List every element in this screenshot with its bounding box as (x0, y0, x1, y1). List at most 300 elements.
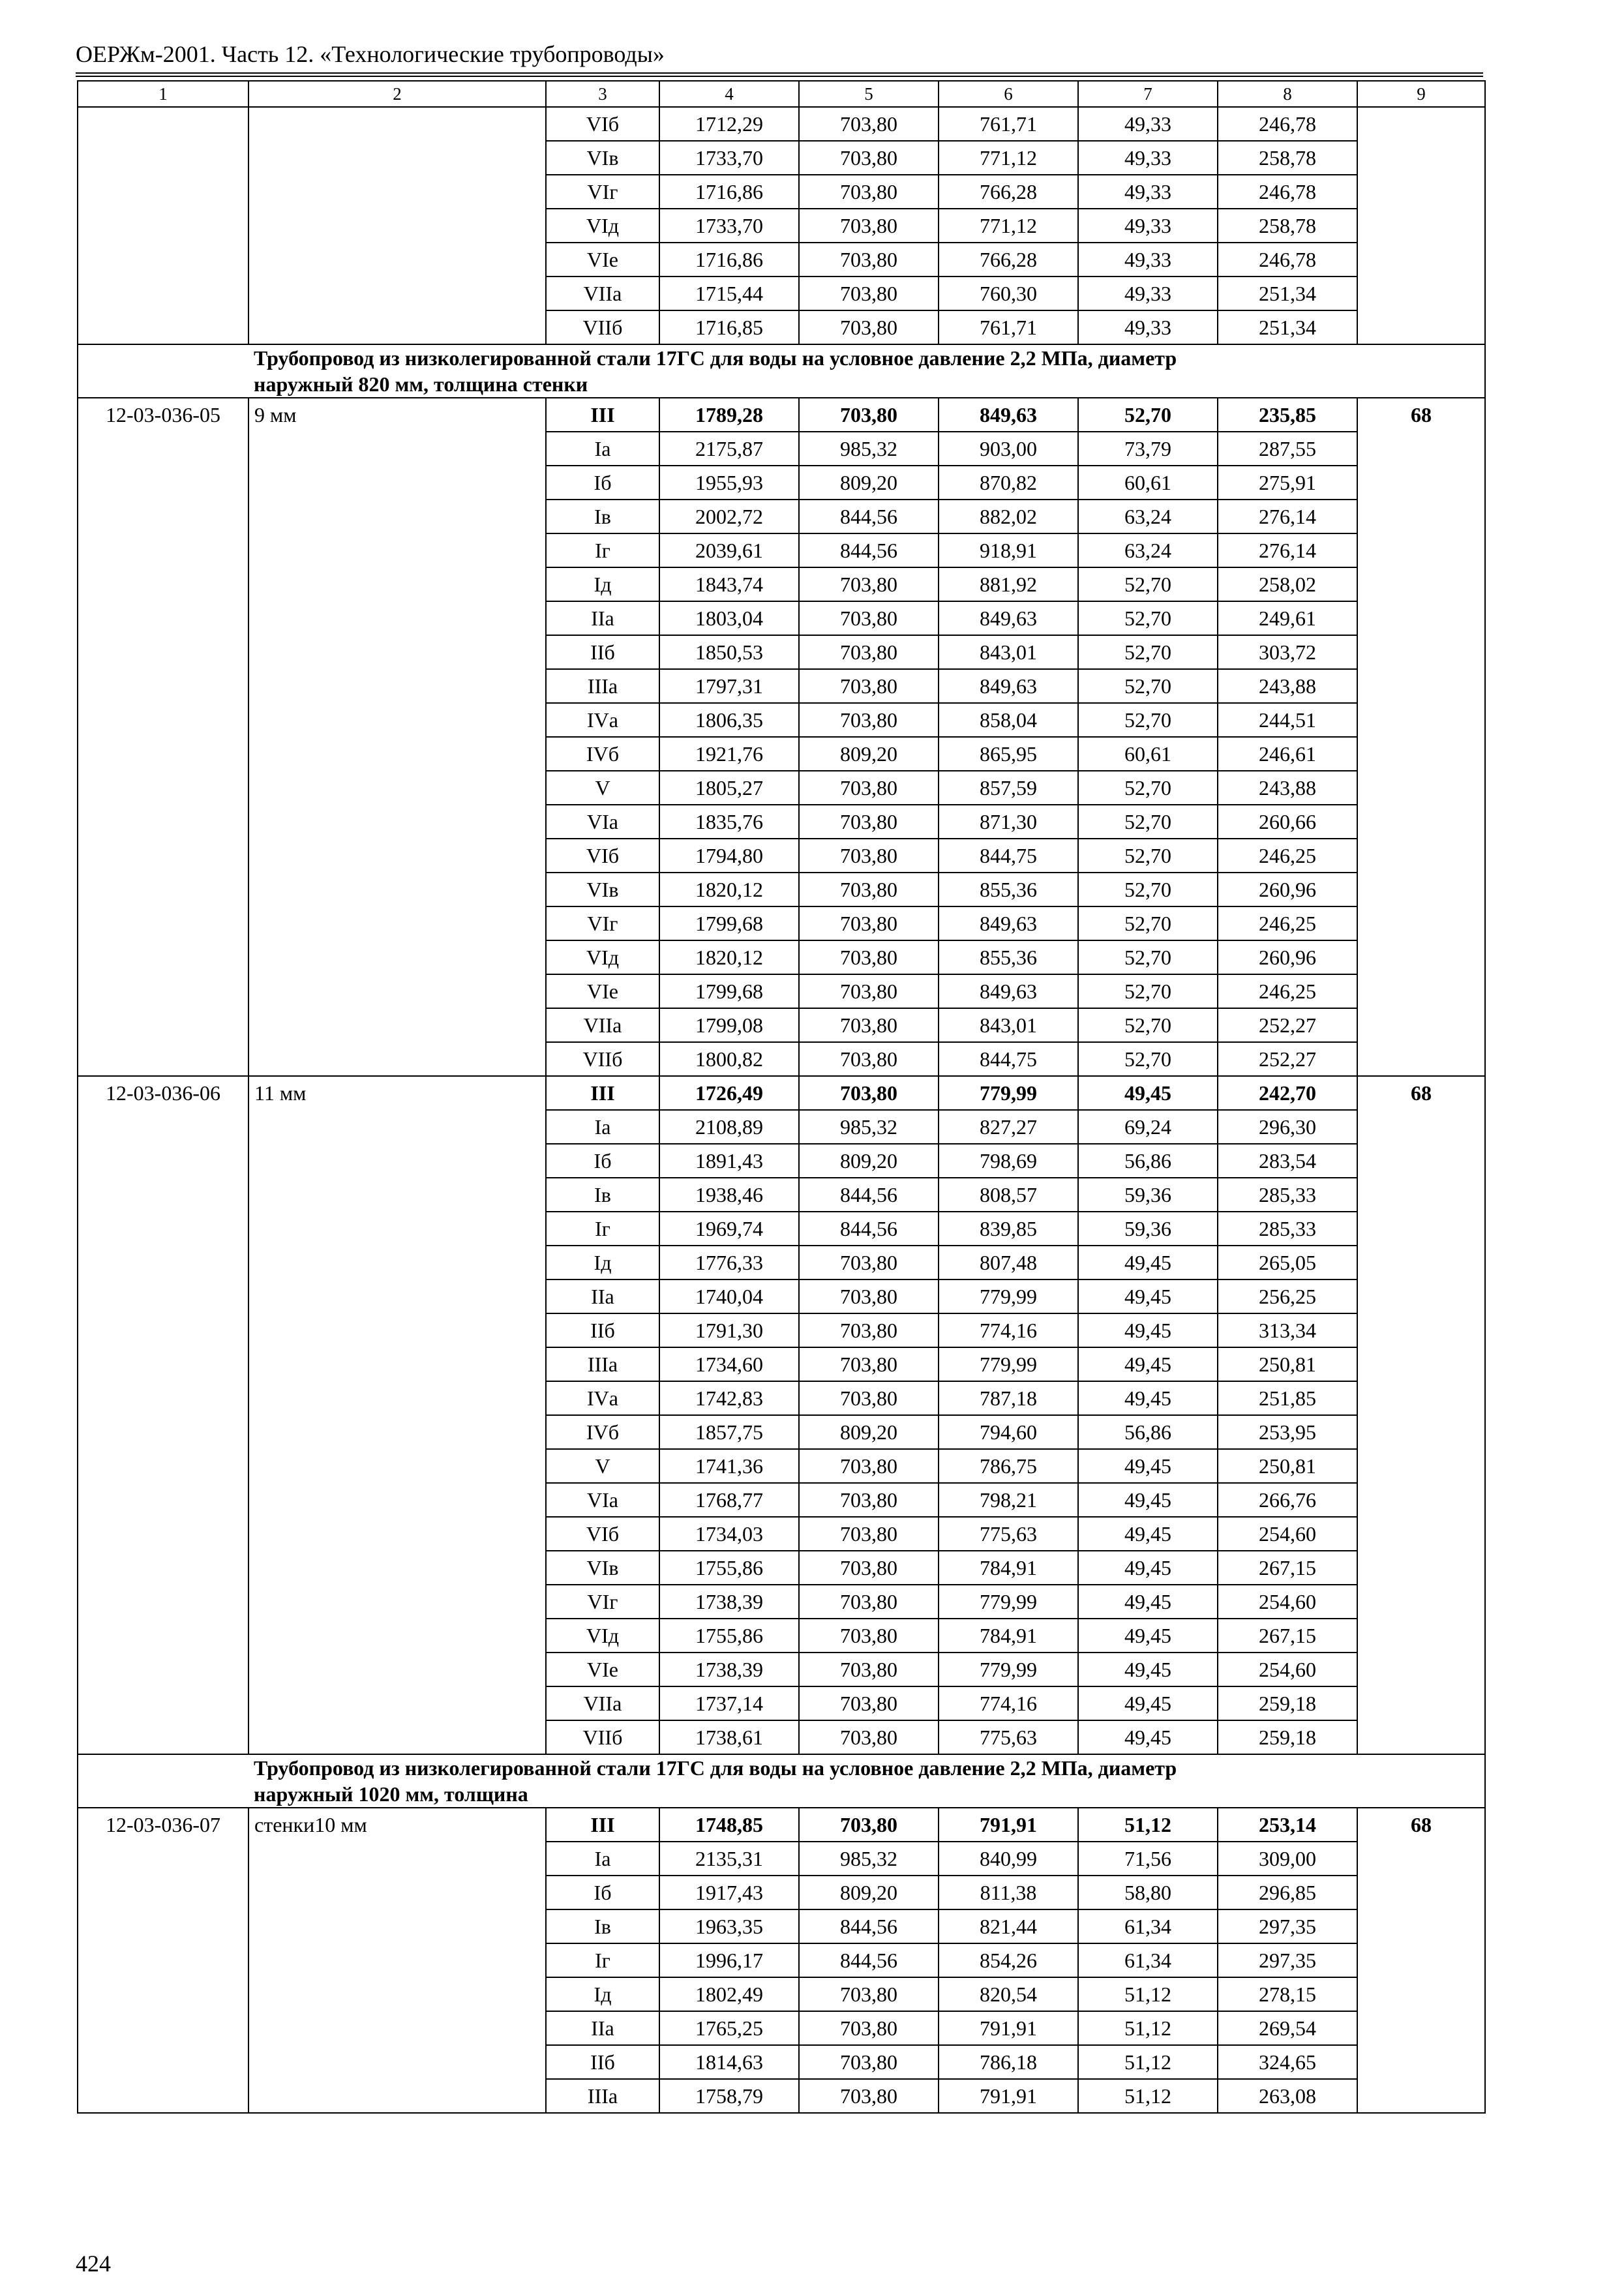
value-cell: 49,45 (1078, 1720, 1218, 1754)
value-cell: 844,56 (799, 1212, 939, 1246)
value-cell: 49,45 (1078, 1279, 1218, 1313)
value-cell: 265,05 (1218, 1246, 1357, 1279)
zone-cell: VIд (546, 940, 659, 974)
value-cell: 303,72 (1218, 635, 1357, 669)
value-cell: 49,33 (1078, 141, 1218, 175)
value-cell: 243,88 (1218, 771, 1357, 805)
value-cell: 242,70 (1218, 1076, 1357, 1110)
value-cell: 703,80 (799, 1246, 939, 1279)
zone-cell: Iб (546, 1876, 659, 1909)
page-number: 424 (76, 2251, 111, 2277)
value-cell: 285,33 (1218, 1178, 1357, 1212)
value-cell: 1765,25 (659, 2011, 799, 2045)
value-cell: 855,36 (939, 873, 1078, 906)
table-body (78, 81, 1485, 2113)
value-cell: 1938,46 (659, 1178, 799, 1212)
value-cell: 256,25 (1218, 1279, 1357, 1313)
value-cell: 254,60 (1218, 1517, 1357, 1551)
value-cell: 296,85 (1218, 1876, 1357, 1909)
value-cell: 258,78 (1218, 141, 1357, 175)
value-cell: 1742,83 (659, 1381, 799, 1415)
zone-cell: VIг (546, 175, 659, 209)
value-cell: 52,70 (1078, 601, 1218, 635)
value-cell: 809,20 (799, 1144, 939, 1178)
value-cell: 49,45 (1078, 1347, 1218, 1381)
value-cell: 849,63 (939, 906, 1078, 940)
value-cell: 985,32 (799, 1110, 939, 1144)
value-cell: 703,80 (799, 839, 939, 873)
value-cell: 703,80 (799, 974, 939, 1008)
zone-cell: VIв (546, 1551, 659, 1585)
zone-cell: IIб (546, 635, 659, 669)
value-cell: 786,18 (939, 2045, 1078, 2079)
value-cell: 250,81 (1218, 1347, 1357, 1381)
value-cell: 2135,31 (659, 1842, 799, 1876)
value-cell: 809,20 (799, 466, 939, 500)
value-cell: 761,71 (939, 107, 1078, 141)
zone-cell: VIг (546, 906, 659, 940)
value-cell: 703,80 (799, 141, 939, 175)
value-cell: 766,28 (939, 175, 1078, 209)
value-cell: 1716,86 (659, 243, 799, 277)
column-number-1: 1 (78, 81, 248, 107)
zone-cell: VIIб (546, 1720, 659, 1754)
value-cell: 844,56 (799, 500, 939, 533)
value-cell: 779,99 (939, 1347, 1078, 1381)
section-heading-row (78, 344, 1485, 398)
description-cell: 11 мм (248, 1076, 546, 1754)
value-cell: 760,30 (939, 277, 1078, 310)
value-cell: 855,36 (939, 940, 1078, 974)
value-cell: 821,44 (939, 1909, 1078, 1943)
value-cell: 49,33 (1078, 209, 1218, 243)
value-cell: 276,14 (1218, 500, 1357, 533)
running-header: ОЕРЖм-2001. Часть 12. «Технологические трубопроводы» (76, 41, 665, 67)
zone-cell: Iг (546, 1943, 659, 1977)
value-cell: 1755,86 (659, 1551, 799, 1585)
zone-cell: VIе (546, 243, 659, 277)
section-heading-line: наружный 1020 мм, толщина (254, 1782, 528, 1806)
value-cell: 287,55 (1218, 432, 1357, 466)
value-cell: 260,96 (1218, 940, 1357, 974)
zone-cell: VIIа (546, 1008, 659, 1042)
value-cell: 1737,14 (659, 1686, 799, 1720)
value-cell: 779,99 (939, 1653, 1078, 1686)
value-cell: 297,35 (1218, 1943, 1357, 1977)
column-number-4: 4 (659, 81, 799, 107)
value-cell: 703,80 (799, 669, 939, 703)
value-cell: 52,70 (1078, 771, 1218, 805)
value-cell: 703,80 (799, 1008, 939, 1042)
value-cell: 254,60 (1218, 1653, 1357, 1686)
value-cell: 1734,60 (659, 1347, 799, 1381)
zone-cell: Iа (546, 1842, 659, 1876)
value-cell: 260,66 (1218, 805, 1357, 839)
value-cell: 52,70 (1078, 1008, 1218, 1042)
value-cell: 1789,28 (659, 398, 799, 432)
value-cell: 1917,43 (659, 1876, 799, 1909)
value-cell: 59,36 (1078, 1212, 1218, 1246)
value-cell: 840,99 (939, 1842, 1078, 1876)
value-cell: 1799,68 (659, 974, 799, 1008)
value-cell: 1802,49 (659, 1977, 799, 2011)
value-cell: 1820,12 (659, 940, 799, 974)
zone-cell: VIд (546, 209, 659, 243)
value-cell: 61,34 (1078, 1943, 1218, 1977)
value-cell: 849,63 (939, 601, 1078, 635)
value-cell: 313,34 (1218, 1313, 1357, 1347)
zone-cell: Iа (546, 432, 659, 466)
header-rule-bottom (76, 76, 1483, 77)
value-cell: 1716,85 (659, 310, 799, 344)
column-number-8: 8 (1218, 81, 1357, 107)
value-cell: 1857,75 (659, 1415, 799, 1449)
value-cell: 1805,27 (659, 771, 799, 805)
value-cell: 1820,12 (659, 873, 799, 906)
value-cell: 784,91 (939, 1619, 1078, 1653)
value-cell: 766,28 (939, 243, 1078, 277)
value-cell: 73,79 (1078, 432, 1218, 466)
value-cell: 703,80 (799, 277, 939, 310)
value-cell: 52,70 (1078, 873, 1218, 906)
column-number-6: 6 (939, 81, 1078, 107)
zone-cell: VIв (546, 873, 659, 906)
zone-cell: Iб (546, 466, 659, 500)
value-cell: 809,20 (799, 1876, 939, 1909)
zone-cell: VIд (546, 1619, 659, 1653)
value-cell: 843,01 (939, 635, 1078, 669)
value-cell: 703,80 (799, 567, 939, 601)
value-cell: 49,45 (1078, 1313, 1218, 1347)
value-cell: 779,99 (939, 1279, 1078, 1313)
value-cell: 1755,86 (659, 1619, 799, 1653)
value-cell: 49,33 (1078, 277, 1218, 310)
value-cell: 844,75 (939, 1042, 1078, 1076)
value-cell: 775,63 (939, 1517, 1078, 1551)
value-cell: 1738,61 (659, 1720, 799, 1754)
reference-cell (1357, 107, 1485, 344)
value-cell: 1794,80 (659, 839, 799, 873)
column-number-3: 3 (546, 81, 659, 107)
reference-cell: 68 (1357, 1808, 1485, 2113)
zone-cell: IVб (546, 1415, 659, 1449)
value-cell: 58,80 (1078, 1876, 1218, 1909)
value-cell: 703,80 (799, 2079, 939, 2113)
zone-cell: IIIа (546, 669, 659, 703)
zone-cell: Iб (546, 1144, 659, 1178)
value-cell: 703,80 (799, 906, 939, 940)
value-cell: 849,63 (939, 974, 1078, 1008)
value-cell: 791,91 (939, 1808, 1078, 1842)
zone-cell: IIа (546, 601, 659, 635)
value-cell: 52,70 (1078, 635, 1218, 669)
column-number-9: 9 (1357, 81, 1485, 107)
value-cell: 52,70 (1078, 398, 1218, 432)
zone-cell: Iд (546, 1246, 659, 1279)
value-cell: 1803,04 (659, 601, 799, 635)
value-cell: 703,80 (799, 940, 939, 974)
value-cell: 703,80 (799, 1042, 939, 1076)
value-cell: 703,80 (799, 873, 939, 906)
value-cell: 787,18 (939, 1381, 1078, 1415)
value-cell: 1748,85 (659, 1808, 799, 1842)
value-cell: 858,04 (939, 703, 1078, 737)
value-cell: 246,25 (1218, 906, 1357, 940)
section-heading-row (78, 1754, 1485, 1808)
section-heading-line: наружный 820 мм, толщина стенки (254, 372, 588, 396)
value-cell: 703,80 (799, 2011, 939, 2045)
value-cell: 51,12 (1078, 2079, 1218, 2113)
rate-code-cell: 12-03-036-05 (78, 398, 248, 1076)
section-heading (248, 1754, 1485, 1808)
value-cell: 703,80 (799, 310, 939, 344)
value-cell: 1799,08 (659, 1008, 799, 1042)
value-cell: 791,91 (939, 2079, 1078, 2113)
value-cell: 275,91 (1218, 466, 1357, 500)
value-cell: 827,27 (939, 1110, 1078, 1144)
value-cell: 881,92 (939, 567, 1078, 601)
zone-cell: IVа (546, 703, 659, 737)
value-cell: 285,33 (1218, 1212, 1357, 1246)
value-cell: 779,99 (939, 1585, 1078, 1619)
value-cell: 1814,63 (659, 2045, 799, 2079)
value-cell: 703,80 (799, 1653, 939, 1686)
zone-cell: IIа (546, 2011, 659, 2045)
value-cell: 1921,76 (659, 737, 799, 771)
section-spacer (78, 344, 248, 398)
value-cell: 49,45 (1078, 1246, 1218, 1279)
value-cell: 1835,76 (659, 805, 799, 839)
value-cell: 703,80 (799, 1279, 939, 1313)
value-cell: 246,25 (1218, 839, 1357, 873)
value-cell: 774,16 (939, 1313, 1078, 1347)
value-cell: 52,70 (1078, 703, 1218, 737)
zone-cell: V (546, 771, 659, 805)
table-row (78, 398, 1485, 432)
value-cell: 49,45 (1078, 1551, 1218, 1585)
zone-cell: IIIа (546, 1347, 659, 1381)
zone-cell: VIа (546, 1483, 659, 1517)
value-cell: 49,33 (1078, 310, 1218, 344)
value-cell: 703,80 (799, 805, 939, 839)
value-cell: 252,27 (1218, 1008, 1357, 1042)
value-cell: 244,51 (1218, 703, 1357, 737)
value-cell: 774,16 (939, 1686, 1078, 1720)
value-cell: 1800,82 (659, 1042, 799, 1076)
value-cell: 263,08 (1218, 2079, 1357, 2113)
value-cell: 260,96 (1218, 873, 1357, 906)
value-cell: 1738,39 (659, 1653, 799, 1686)
value-cell: 63,24 (1078, 533, 1218, 567)
zone-cell: III (546, 1808, 659, 1842)
description-cell: 9 мм (248, 398, 546, 1076)
value-cell: 254,60 (1218, 1585, 1357, 1619)
value-cell: 844,75 (939, 839, 1078, 873)
zone-cell: VIIа (546, 277, 659, 310)
value-cell: 1712,29 (659, 107, 799, 141)
value-cell: 61,34 (1078, 1909, 1218, 1943)
value-cell: 703,80 (799, 1381, 939, 1415)
value-cell: 703,80 (799, 1585, 939, 1619)
value-cell: 2108,89 (659, 1110, 799, 1144)
value-cell: 771,12 (939, 209, 1078, 243)
value-cell: 703,80 (799, 601, 939, 635)
value-cell: 1797,31 (659, 669, 799, 703)
value-cell: 258,02 (1218, 567, 1357, 601)
value-cell: 2175,87 (659, 432, 799, 466)
table-row (78, 1076, 1485, 1110)
zone-cell: IIIа (546, 2079, 659, 2113)
zone-cell: VIг (546, 1585, 659, 1619)
value-cell: 60,61 (1078, 737, 1218, 771)
reference-cell: 68 (1357, 1076, 1485, 1754)
value-cell: 52,70 (1078, 805, 1218, 839)
value-cell: 865,95 (939, 737, 1078, 771)
value-cell: 703,80 (799, 1720, 939, 1754)
value-cell: 297,35 (1218, 1909, 1357, 1943)
zone-cell: VIIа (546, 1686, 659, 1720)
value-cell: 51,12 (1078, 2011, 1218, 2045)
value-cell: 844,56 (799, 1178, 939, 1212)
description-cell (248, 107, 546, 344)
value-cell: 1791,30 (659, 1313, 799, 1347)
zone-cell: VIIб (546, 310, 659, 344)
value-cell: 276,14 (1218, 533, 1357, 567)
value-cell: 903,00 (939, 432, 1078, 466)
rates-table (77, 80, 1486, 2114)
value-cell: 1768,77 (659, 1483, 799, 1517)
section-heading-line: Трубопровод из низколегированной стали 17ГС для воды на условное давление 2,2 МПа, диаметр (254, 346, 1177, 370)
value-cell: 784,91 (939, 1551, 1078, 1585)
zone-cell: VIа (546, 805, 659, 839)
value-cell: 253,95 (1218, 1415, 1357, 1449)
value-cell: 49,45 (1078, 1653, 1218, 1686)
value-cell: 1996,17 (659, 1943, 799, 1977)
reference-cell: 68 (1357, 398, 1485, 1076)
rate-code-cell (78, 107, 248, 344)
value-cell: 809,20 (799, 737, 939, 771)
value-cell: 786,75 (939, 1449, 1078, 1483)
value-cell: 798,69 (939, 1144, 1078, 1178)
value-cell: 56,86 (1078, 1415, 1218, 1449)
value-cell: 703,80 (799, 398, 939, 432)
value-cell: 870,82 (939, 466, 1078, 500)
value-cell: 1806,35 (659, 703, 799, 737)
value-cell: 1891,43 (659, 1144, 799, 1178)
value-cell: 843,01 (939, 1008, 1078, 1042)
value-cell: 791,91 (939, 2011, 1078, 2045)
zone-cell: IVа (546, 1381, 659, 1415)
value-cell: 259,18 (1218, 1720, 1357, 1754)
value-cell: 2002,72 (659, 500, 799, 533)
value-cell: 258,78 (1218, 209, 1357, 243)
rate-code-cell: 12-03-036-07 (78, 1808, 248, 2113)
value-cell: 771,12 (939, 141, 1078, 175)
column-number-7: 7 (1078, 81, 1218, 107)
value-cell: 246,25 (1218, 974, 1357, 1008)
value-cell: 49,45 (1078, 1381, 1218, 1415)
section-spacer (78, 1754, 248, 1808)
value-cell: 243,88 (1218, 669, 1357, 703)
value-cell: 253,14 (1218, 1808, 1357, 1842)
value-cell: 52,70 (1078, 1042, 1218, 1076)
value-cell: 703,80 (799, 1449, 939, 1483)
value-cell: 871,30 (939, 805, 1078, 839)
value-cell: 703,80 (799, 1483, 939, 1517)
value-cell: 703,80 (799, 1977, 939, 2011)
value-cell: 49,45 (1078, 1483, 1218, 1517)
value-cell: 1843,74 (659, 567, 799, 601)
value-cell: 703,80 (799, 1517, 939, 1551)
value-cell: 820,54 (939, 1977, 1078, 2011)
value-cell: 251,34 (1218, 277, 1357, 310)
zone-cell: Iг (546, 533, 659, 567)
value-cell: 1726,49 (659, 1076, 799, 1110)
value-cell: 849,63 (939, 669, 1078, 703)
value-cell: 259,18 (1218, 1686, 1357, 1720)
value-cell: 296,30 (1218, 1110, 1357, 1144)
value-cell: 251,85 (1218, 1381, 1357, 1415)
zone-cell: VIе (546, 1653, 659, 1686)
zone-cell: Iв (546, 1178, 659, 1212)
zone-cell: VIе (546, 974, 659, 1008)
value-cell: 918,91 (939, 533, 1078, 567)
column-number-5: 5 (799, 81, 939, 107)
zone-cell: Iв (546, 500, 659, 533)
value-cell: 985,32 (799, 1842, 939, 1876)
value-cell: 703,80 (799, 1808, 939, 1842)
value-cell: 844,56 (799, 1909, 939, 1943)
value-cell: 250,81 (1218, 1449, 1357, 1483)
value-cell: 703,80 (799, 2045, 939, 2079)
value-cell: 49,45 (1078, 1619, 1218, 1653)
value-cell: 2039,61 (659, 533, 799, 567)
value-cell: 52,70 (1078, 940, 1218, 974)
value-cell: 1963,35 (659, 1909, 799, 1943)
table-row (78, 1808, 1485, 1842)
value-cell: 309,00 (1218, 1842, 1357, 1876)
value-cell: 1716,86 (659, 175, 799, 209)
value-cell: 703,80 (799, 635, 939, 669)
value-cell: 808,57 (939, 1178, 1078, 1212)
rate-code-cell: 12-03-036-06 (78, 1076, 248, 1754)
value-cell: 703,80 (799, 107, 939, 141)
value-cell: 71,56 (1078, 1842, 1218, 1876)
value-cell: 1733,70 (659, 209, 799, 243)
value-cell: 1734,03 (659, 1517, 799, 1551)
zone-cell: IIб (546, 2045, 659, 2079)
value-cell: 246,78 (1218, 107, 1357, 141)
value-cell: 49,45 (1078, 1517, 1218, 1551)
zone-cell: III (546, 1076, 659, 1110)
zone-cell: Iд (546, 567, 659, 601)
zone-cell: VIб (546, 1517, 659, 1551)
value-cell: 798,21 (939, 1483, 1078, 1517)
value-cell: 246,78 (1218, 243, 1357, 277)
value-cell: 56,86 (1078, 1144, 1218, 1178)
value-cell: 267,15 (1218, 1619, 1357, 1653)
value-cell: 52,70 (1078, 839, 1218, 873)
section-heading (248, 344, 1485, 398)
value-cell: 844,56 (799, 533, 939, 567)
value-cell: 49,45 (1078, 1686, 1218, 1720)
value-cell: 985,32 (799, 432, 939, 466)
column-number-row (78, 81, 1485, 107)
value-cell: 1758,79 (659, 2079, 799, 2113)
zone-cell: IIа (546, 1279, 659, 1313)
value-cell: 703,80 (799, 1313, 939, 1347)
value-cell: 59,36 (1078, 1178, 1218, 1212)
